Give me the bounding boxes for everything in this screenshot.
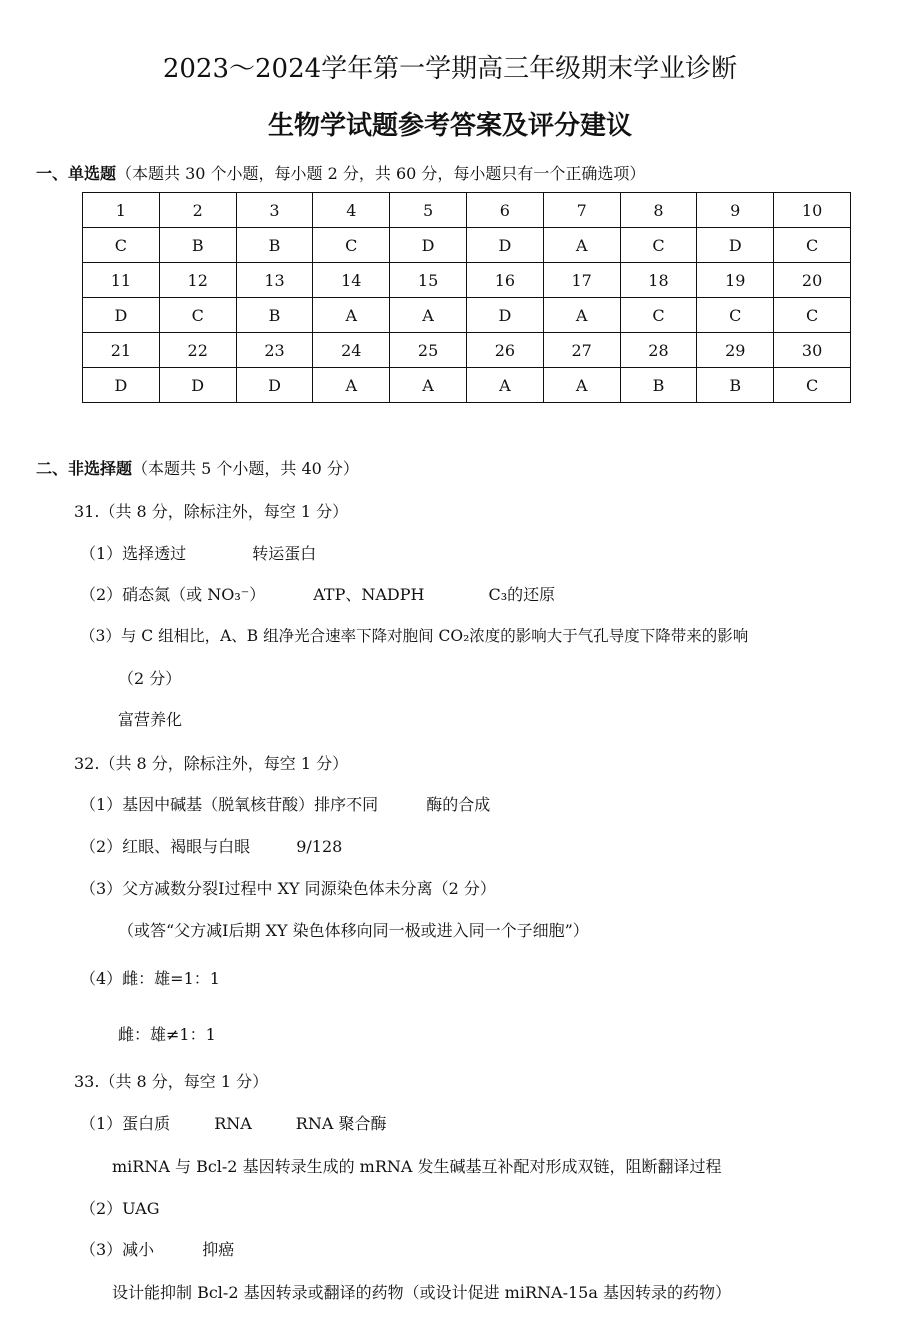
table-cell: C xyxy=(774,298,851,333)
table-cell: 9 xyxy=(697,193,774,228)
table-cell: 4 xyxy=(313,193,390,228)
table-cell: C xyxy=(83,228,160,263)
table-cell: D xyxy=(159,368,236,403)
table-cell: C xyxy=(774,368,851,403)
answer-text: （3）减小 xyxy=(80,1240,155,1259)
table-cell: 5 xyxy=(390,193,467,228)
table-cell: C xyxy=(697,298,774,333)
section-1-title: 一、单选题 xyxy=(36,164,117,183)
answer-text: 酶的合成 xyxy=(426,795,491,814)
table-cell: C xyxy=(620,298,697,333)
table-cell: C xyxy=(313,228,390,263)
q33-part1 xyxy=(80,1111,387,1134)
table-cell: C xyxy=(620,228,697,263)
q32-part2 xyxy=(80,834,342,857)
answer-table xyxy=(82,192,851,403)
table-cell: 1 xyxy=(83,193,160,228)
table-cell: D xyxy=(697,228,774,263)
table-cell: A xyxy=(313,298,390,333)
table-cell: D xyxy=(83,298,160,333)
table-cell: 16 xyxy=(466,263,543,298)
table-cell: 8 xyxy=(620,193,697,228)
answer-text: （2）硝态氮（或 NO₃⁻） xyxy=(80,585,266,604)
table-cell: 28 xyxy=(620,333,697,368)
table-cell: 12 xyxy=(159,263,236,298)
table-cell: 13 xyxy=(236,263,313,298)
table-cell: 29 xyxy=(697,333,774,368)
table-cell: A xyxy=(543,368,620,403)
table-cell: B xyxy=(159,228,236,263)
q31-header: 31.（共 8 分，除标注外，每空 1 分） xyxy=(74,502,349,521)
answer-text: 抑癌 xyxy=(202,1240,235,1259)
table-cell: A xyxy=(390,368,467,403)
q32-part5: 雌：雄≠1：1 xyxy=(118,1025,216,1044)
table-row xyxy=(83,263,851,298)
answer-text: 9/128 xyxy=(296,837,343,856)
q31-part3: （3）与 C 组相比，A、B 组净光合速率下降对胞间 CO₂浓度的影响大于气孔导度下降带来的影响 xyxy=(80,627,749,645)
table-cell: D xyxy=(236,368,313,403)
answer-text: RNA xyxy=(214,1114,252,1133)
q33-part2: （2）UAG xyxy=(80,1199,160,1218)
answer-text: RNA 聚合酶 xyxy=(295,1114,387,1133)
table-row xyxy=(83,333,851,368)
table-cell: 17 xyxy=(543,263,620,298)
q33-part3-explain: 设计能抑制 Bcl-2 基因转录或翻译的药物（或设计促进 miRNA-15a 基因转录的药物） xyxy=(112,1283,731,1302)
table-cell: 26 xyxy=(466,333,543,368)
table-cell: 27 xyxy=(543,333,620,368)
answer-text: （1）选择透过 xyxy=(80,544,187,563)
table-cell: 21 xyxy=(83,333,160,368)
table-cell: 10 xyxy=(774,193,851,228)
answer-text: 转运蛋白 xyxy=(252,544,317,563)
table-cell: 7 xyxy=(543,193,620,228)
table-cell: 24 xyxy=(313,333,390,368)
table-cell: A xyxy=(466,368,543,403)
table-cell: 11 xyxy=(83,263,160,298)
table-row xyxy=(83,298,851,333)
page-subtitle: 生物学试题参考答案及评分建议 xyxy=(267,111,632,141)
table-cell: 18 xyxy=(620,263,697,298)
table-cell: 22 xyxy=(159,333,236,368)
table-cell: 14 xyxy=(313,263,390,298)
q31-part3-score: （2 分） xyxy=(118,669,182,688)
table-cell: D xyxy=(466,228,543,263)
q31-part2 xyxy=(80,582,555,605)
q32-part4: （4）雌：雄=1：1 xyxy=(80,969,220,988)
table-cell: D xyxy=(83,368,160,403)
page-title: 2023～2024学年第一学期高三年级期末学业诊断 xyxy=(162,54,738,84)
table-row xyxy=(83,193,851,228)
table-cell: 20 xyxy=(774,263,851,298)
table-cell: D xyxy=(390,228,467,263)
section-2-note: （本题共 5 个小题，共 40 分） xyxy=(132,459,359,478)
q32-part3-alt: （或答“父方减Ⅰ后期 XY 染色体移向同一极或进入同一个子细胞”） xyxy=(118,921,589,940)
table-cell: D xyxy=(466,298,543,333)
table-cell: A xyxy=(390,298,467,333)
section-1-heading xyxy=(36,161,645,184)
answer-text: （1）基因中碱基（脱氧核苷酸）排序不同 xyxy=(80,795,379,814)
q32-part1 xyxy=(80,792,490,815)
q33-header: 33.（共 8 分，每空 1 分） xyxy=(74,1072,269,1091)
section-2-heading xyxy=(36,456,359,479)
table-cell: 3 xyxy=(236,193,313,228)
table-cell: 23 xyxy=(236,333,313,368)
table-cell: C xyxy=(159,298,236,333)
q31-part1 xyxy=(80,541,316,564)
table-cell: A xyxy=(543,298,620,333)
table-cell: B xyxy=(697,368,774,403)
q32-part3: （3）父方减数分裂Ⅰ过程中 XY 同源染色体未分离（2 分） xyxy=(80,879,496,898)
q31-part4: 富营养化 xyxy=(118,710,183,729)
q32-header: 32.（共 8 分，除标注外，每空 1 分） xyxy=(74,754,349,773)
answer-text: （1）蛋白质 xyxy=(80,1114,171,1133)
table-cell: A xyxy=(543,228,620,263)
table-cell: 2 xyxy=(159,193,236,228)
table-cell: 15 xyxy=(390,263,467,298)
table-cell: 19 xyxy=(697,263,774,298)
answer-text: C₃的还原 xyxy=(488,585,556,604)
answer-text: ATP、NADPH xyxy=(313,585,425,604)
section-1-note: （本题共 30 个小题，每小题 2 分，共 60 分，每小题只有一个正确选项） xyxy=(116,164,646,183)
table-cell: B xyxy=(236,298,313,333)
table-cell: B xyxy=(620,368,697,403)
answer-text: （2）红眼、褐眼与白眼 xyxy=(80,837,251,856)
table-cell: B xyxy=(236,228,313,263)
table-cell: 6 xyxy=(466,193,543,228)
table-cell: A xyxy=(313,368,390,403)
q33-part1-explain: miRNA 与 Bcl-2 基因转录生成的 mRNA 发生碱基互补配对形成双链，阻断翻译过程 xyxy=(112,1157,722,1176)
q33-part3 xyxy=(80,1237,234,1260)
table-cell: C xyxy=(774,228,851,263)
table-cell: 25 xyxy=(390,333,467,368)
table-row xyxy=(83,228,851,263)
table-row xyxy=(83,368,851,403)
table-cell: 30 xyxy=(774,333,851,368)
section-2-title: 二、非选择题 xyxy=(36,459,133,478)
